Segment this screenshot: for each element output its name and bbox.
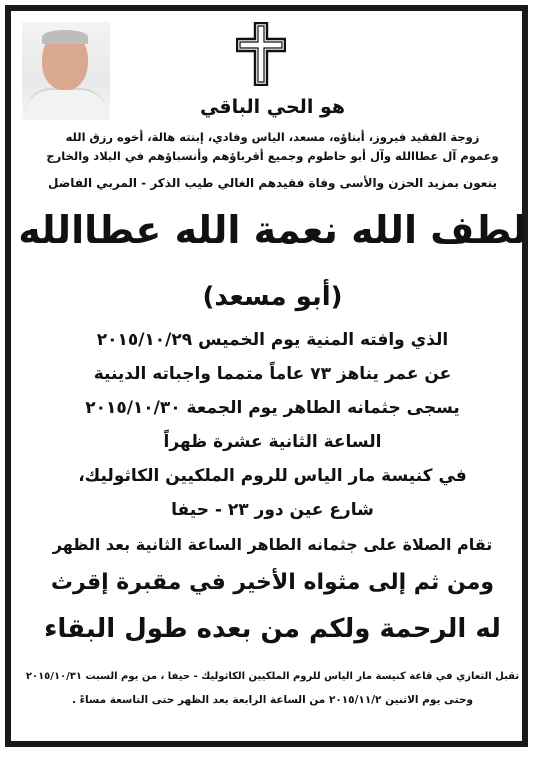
death-date-line: الذي وافته المنية يوم الخميس ٢٠١٥/١٠/٢٩: [96, 330, 449, 350]
church-line: في كنيسة مار الياس للروم الملكيين الكاثوليك،: [78, 466, 467, 486]
header-title: هو الحي الباقي: [199, 96, 346, 118]
deceased-name: لطف الله نعمة الله عطاالله: [18, 208, 527, 252]
funeral-day-line: يسجى جثمانه الطاهر يوم الجمعة ٢٠١٥/١٠/٣٠: [85, 398, 460, 418]
mourners-line-1: زوجة الفقيد فيروز، أبناؤه، مسعد، الياس وفادي، إبنته هالة، أخوه رزق الله: [65, 130, 480, 144]
burial-line: ومن ثم إلى مثواه الأخير في مقبرة إقرث: [50, 570, 495, 595]
age-line: عن عمر يناهز ٧٣ عاماً متمما واجباته الدينية: [93, 364, 452, 384]
funeral-time-line: الساعة الثانية عشرة ظهراً: [163, 432, 382, 452]
deceased-nickname: (أبو مسعد): [202, 282, 343, 312]
cross-icon: [236, 22, 286, 86]
condolences-line-2: وحتى يوم الاثنين ٢٠١٥/١١/٢ من الساعة الرابعة بعد الظهر حتى التاسعة مساءً .: [71, 694, 474, 706]
condolences-line-1: تقبل التعازي في قاعة كنيسة مار الياس للروم الملكيين الكاثوليك - حيفا ، من يوم السبت ٢٠١٥/١٠/٣١: [25, 671, 520, 682]
street-line: شارع عين دور ٢٣ - حيفا: [171, 500, 374, 520]
prayer-line: تقام الصلاة على جثمانه الطاهر الساعة الثانية بعد الظهر: [52, 535, 493, 554]
mourners-line-2: وعموم آل عطاالله وآل أبو حاطوم وجميع أقرباؤهم وأنسباؤهم في البلاد والخارج: [46, 149, 499, 163]
mercy-line: له الرحمة ولكم من بعده طول البقاء: [44, 614, 501, 644]
mourners-intro: ينعون بمزيد الحزن والأسى وفاة فقيدهم الغالي طيب الذكر - المربي الفاضل: [47, 176, 497, 190]
portrait-hair: [42, 30, 88, 44]
